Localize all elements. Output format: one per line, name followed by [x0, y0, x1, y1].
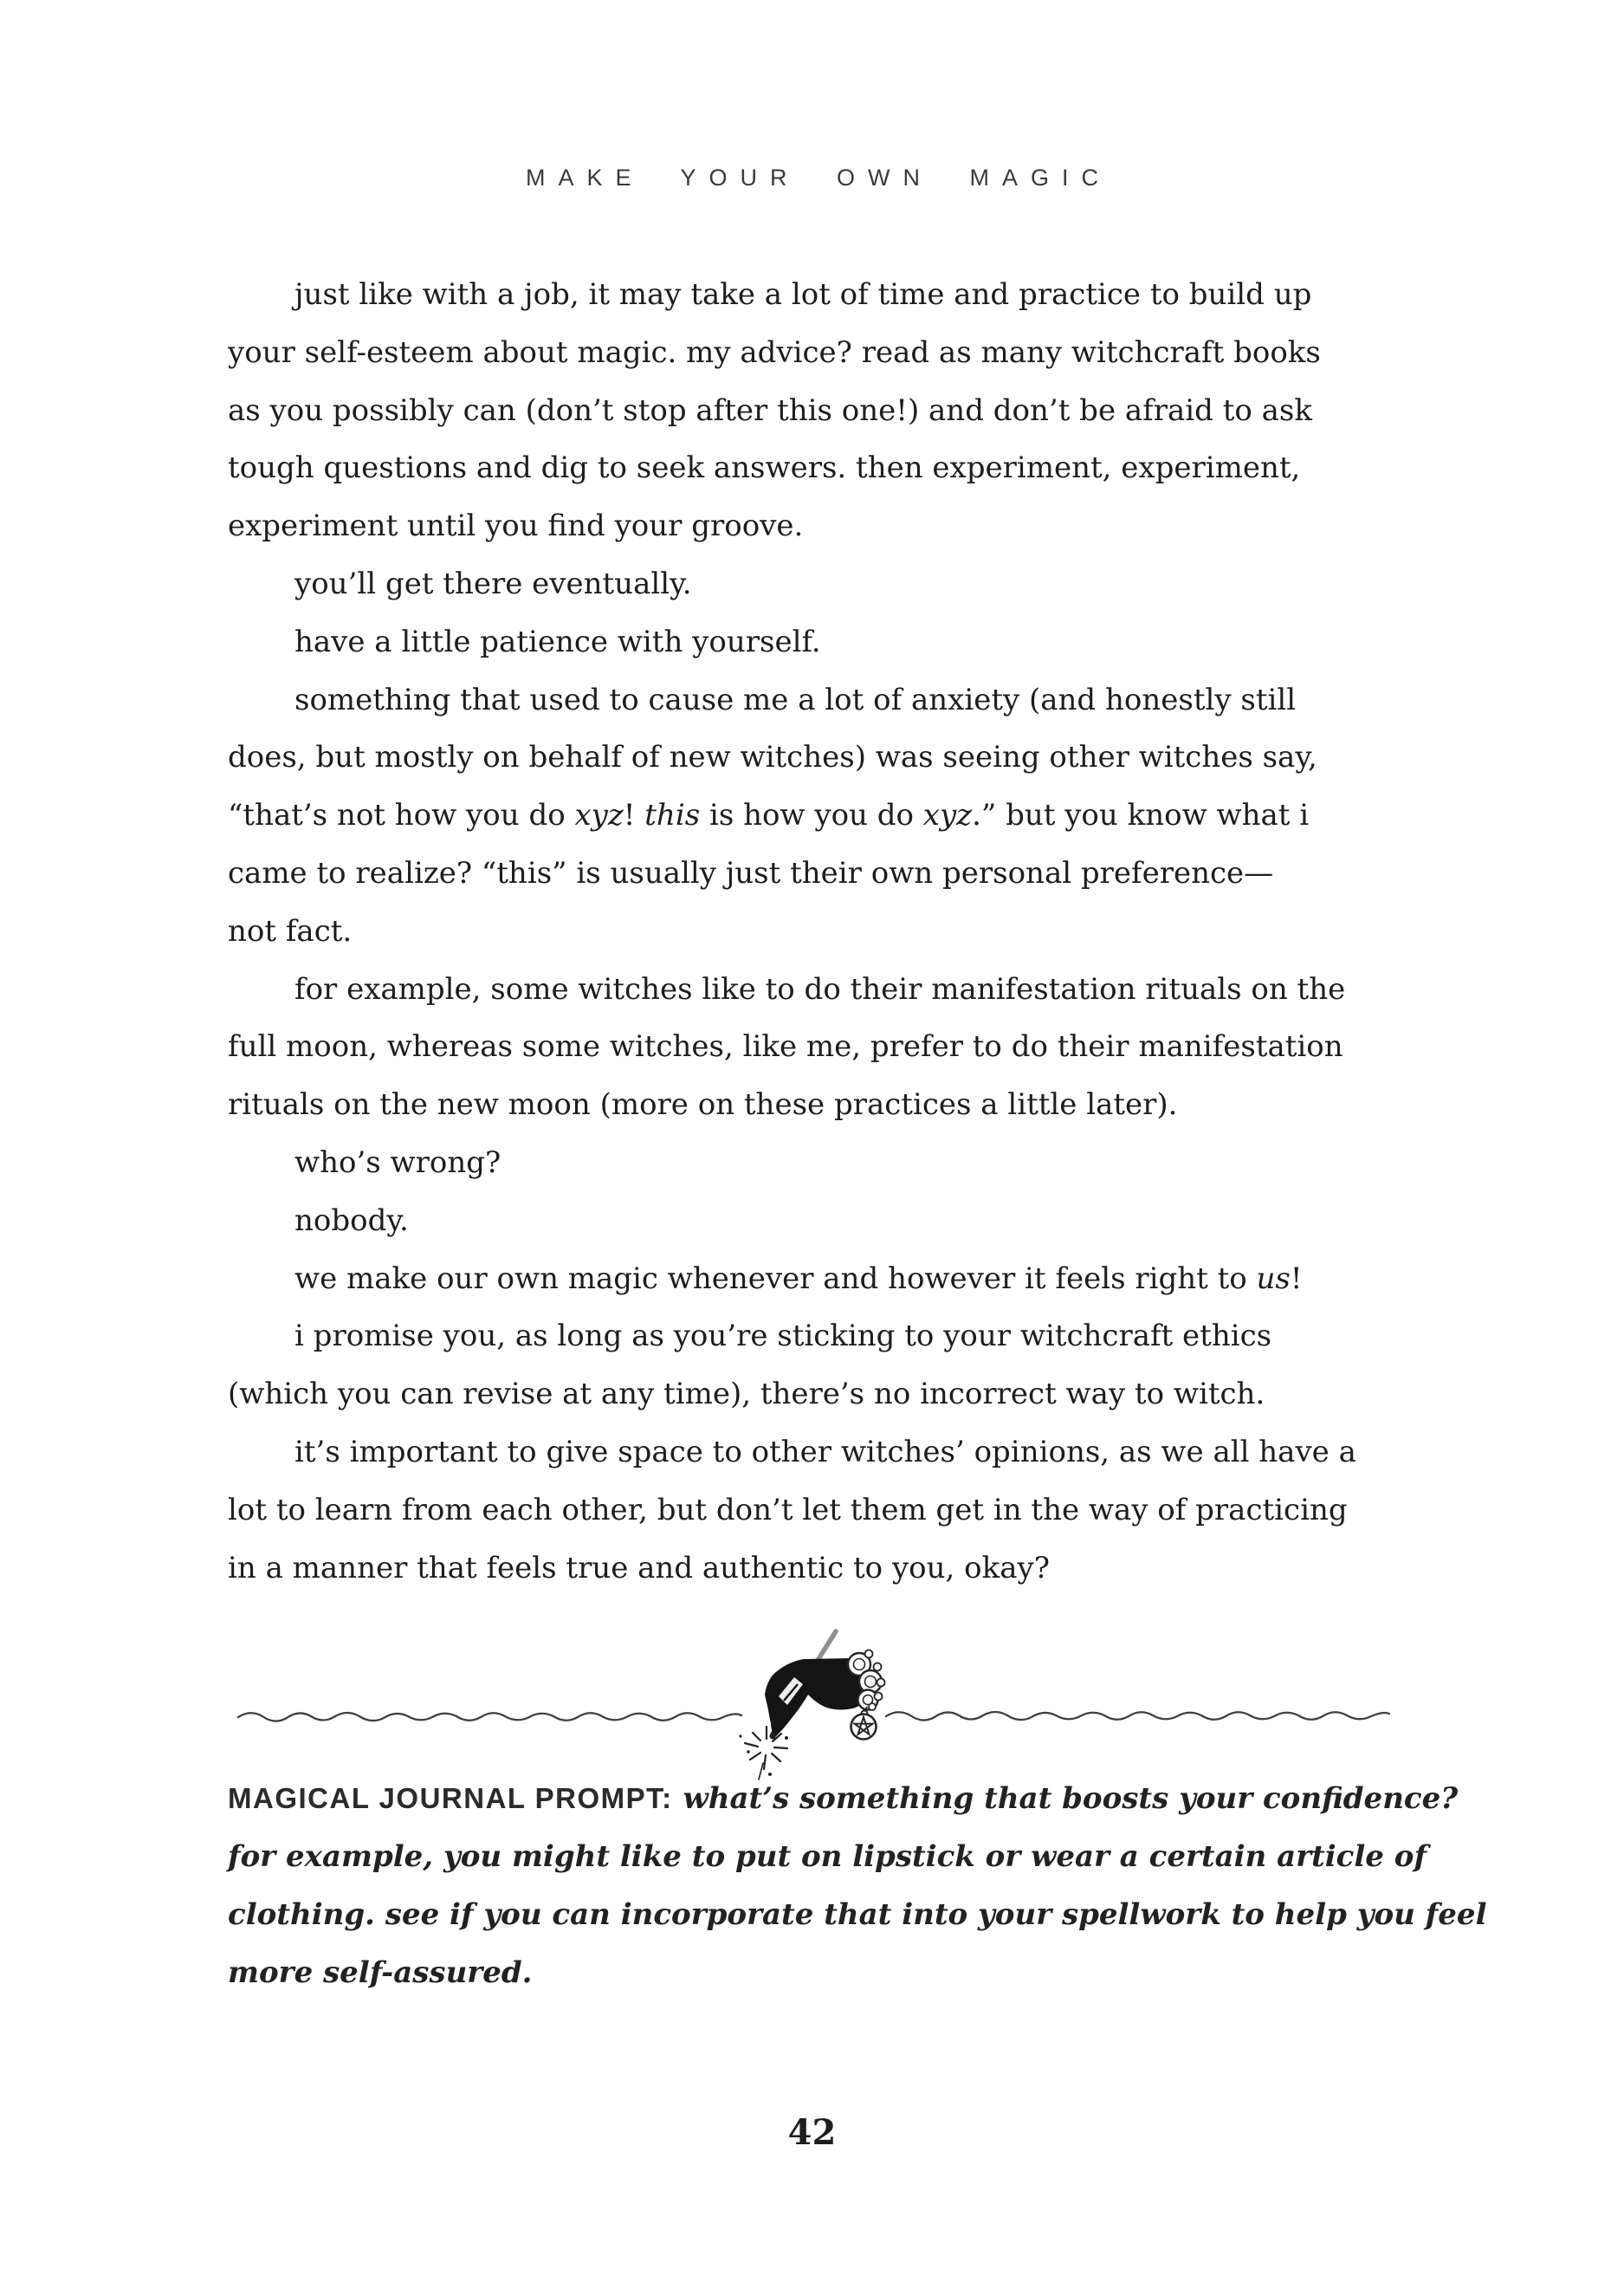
text-line — [228, 1250, 1416, 1308]
text-line — [228, 266, 1416, 324]
text-line — [228, 729, 1416, 787]
text-run: us — [1256, 1261, 1291, 1296]
text-line — [228, 1134, 1416, 1192]
paragraph — [228, 1192, 1416, 1250]
text-line — [228, 439, 1416, 497]
text-run: lot to learn from each other, but don’t let them get in the way of practicing — [228, 1492, 1348, 1527]
text-line — [228, 961, 1416, 1019]
text-line — [228, 324, 1416, 382]
text-run: your self-esteem about magic. my advice? read as many witchcraft books — [228, 334, 1321, 370]
text-line — [228, 787, 1416, 845]
text-line — [228, 613, 1416, 671]
text-line — [228, 1769, 1458, 1828]
text-run: for example, you might like to put on lipstick or wear a certain article of — [228, 1839, 1427, 1874]
text-run: this — [644, 798, 701, 833]
text-run: we make our own magic whenever and however it feels right to — [294, 1261, 1257, 1296]
journal-prompt — [228, 1769, 1487, 2002]
paragraph — [228, 1307, 1416, 1423]
text-line — [228, 497, 1416, 555]
paragraph — [228, 266, 1416, 555]
lace-cuff-icon — [848, 1650, 885, 1711]
paragraph — [228, 555, 1416, 613]
text-line — [228, 1365, 1416, 1423]
text-run: in a manner that feels true and authentic to you, okay? — [228, 1550, 1050, 1585]
needle-icon — [773, 1631, 836, 1736]
text-line — [228, 903, 1416, 961]
text-run: clothing. see if you can incorporate that into your spellwork to help you feel — [228, 1897, 1487, 1932]
paragraph — [228, 1423, 1416, 1597]
text-line — [228, 671, 1416, 729]
text-line — [228, 1307, 1416, 1365]
text-run: as you possibly can (don’t stop after this one!) and don’t be afraid to ask — [228, 392, 1312, 428]
text-run: nobody. — [294, 1203, 409, 1238]
prompt-label: MAGICAL JOURNAL PROMPT: — [228, 1782, 673, 1814]
text-run: i promise you, as long as you’re sticking to your witchcraft ethics — [294, 1319, 1272, 1354]
text-run: full moon, whereas some witches, like me, prefer to do their manifestation — [228, 1029, 1343, 1065]
running-header: MAKE YOUR OWN MAGIC — [525, 165, 1112, 191]
text-run: who’s wrong? — [294, 1144, 501, 1180]
text-run: have a little patience with yourself. — [294, 624, 821, 659]
paragraph — [228, 1134, 1416, 1192]
text-line — [228, 1944, 1458, 2002]
text-line — [228, 1423, 1416, 1481]
text-run: is how you do — [700, 798, 923, 833]
text-run: tough questions and dig to seek answers. then experiment, experiment, — [228, 451, 1301, 486]
text-run: came to realize? “this” is usually just their own personal preference— — [228, 855, 1274, 891]
text-run: it’s important to give space to other witches’ opinions, as we all have a — [294, 1434, 1356, 1469]
text-run: .” but you know what i — [972, 798, 1310, 833]
text-line — [228, 555, 1416, 613]
text-run: rituals on the new moon (more on these practices a little later). — [228, 1087, 1178, 1123]
text-run: more self-assured. — [228, 1955, 533, 1990]
text-run: you’ll get there eventually. — [294, 566, 692, 601]
text-line — [228, 1828, 1458, 1886]
paragraph — [228, 961, 1416, 1134]
text-run: does, but mostly on behalf of new witches) was seeing other witches say, — [228, 740, 1317, 775]
wavy-line-right-icon — [886, 1712, 1389, 1721]
paragraph — [228, 671, 1416, 961]
text-run: experiment until you find your groove. — [228, 509, 804, 544]
hand-holding-needle-icon — [765, 1658, 866, 1736]
text-run: what’s something that boosts your confidence? — [672, 1781, 1459, 1816]
text-run: something that used to cause me a lot of anxiety (and honestly still — [294, 682, 1297, 717]
paragraph — [228, 613, 1416, 671]
pentacle-charm-icon — [851, 1707, 877, 1740]
text-line — [228, 1540, 1416, 1598]
body-text — [228, 266, 1416, 1597]
text-run: “that’s not how you do — [228, 798, 575, 833]
text-run: not fact. — [228, 913, 353, 949]
text-run: xyz — [574, 798, 624, 833]
wavy-line-left-icon — [238, 1713, 741, 1721]
text-run: for example, some witches like to do their manifestation rituals on the — [294, 971, 1346, 1007]
paragraph — [228, 1250, 1416, 1308]
text-line — [228, 382, 1416, 440]
text-line — [228, 1192, 1416, 1250]
text-line — [228, 1018, 1416, 1076]
text-line — [228, 1076, 1416, 1134]
text-line — [228, 845, 1416, 903]
text-line — [228, 1481, 1416, 1540]
page-number: 42 — [787, 2112, 837, 2153]
text-line — [228, 1886, 1487, 1944]
text-run: ! — [623, 798, 645, 833]
text-run: xyz — [922, 798, 973, 833]
text-run: ! — [1290, 1261, 1303, 1296]
text-run: just like with a job, it may take a lot of time and practice to build up — [294, 277, 1312, 312]
text-run: (which you can revise at any time), there’s no incorrect way to witch. — [228, 1377, 1265, 1412]
